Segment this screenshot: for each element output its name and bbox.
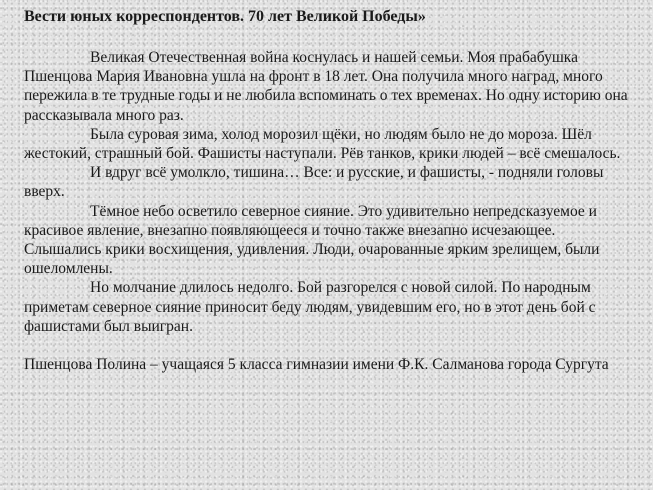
article-body — [24, 48, 636, 374]
paragraph-3: И вдруг всё умолкло, тишина… Все: и русские, и фашисты, - подняли головы вверх. — [24, 164, 604, 201]
paragraph-4: Тёмное небо осветило северное сияние. Это удивительно непредсказуемое и красивое явление, внезапно появляющееся и точно также внезапно исчезающее. Слышались крики восхищения, удивления. Люди, очарованные ярким зрелищем, были ошеломлены. — [24, 202, 600, 278]
document-title: Вести юных корреспондентов. 70 лет Великой Победы» — [24, 8, 426, 25]
paragraph-5: Но молчание длилось недолго. Бой разгорелся с новой силой. По народным приметам северное сияние приносит беду людям, увидевшим его, но в этот день бой с фашистами был выигран. — [24, 279, 596, 335]
paragraph-1: Великая Отечественная война коснулась и нашей семьи. Моя прабабушка Пшенцова Мария Ивановна ушла на фронт в 18 лет. Она получила много наград, много пережила в те трудные годы и не любила вспоминать о тех временах. Но одну историю она рассказывала много раз. — [24, 49, 628, 124]
paragraph-2: Была суровая зима, холод морозил щёки, но людям было не до мороза. Шёл жестокий, страшный бой. Фашисты наступали. Рёв танков, крики людей – всё смешалось. — [24, 125, 621, 163]
author-signature: Пшенцова Полина – учащаяся 5 класса гимназии имени Ф.К. Салманова города Сургута — [24, 356, 609, 374]
